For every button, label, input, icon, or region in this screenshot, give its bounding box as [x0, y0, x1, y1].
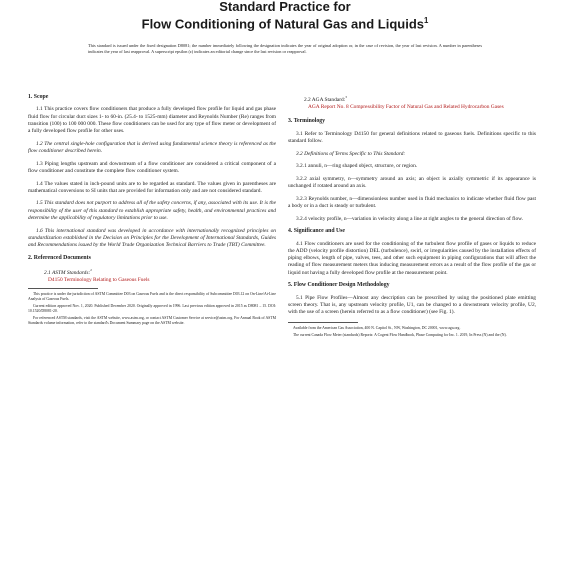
para-3-2-4: 3.2.4 velocity profile, n—variation in velocity along a line at right angles to the general direction of flow. — [296, 215, 524, 222]
para-3-2-3: 3.2.3 Reynolds number, n—dimensionless number used in fluid mechanics to indicate whether fluid flow past a body or in a duct is steady or turbulent. — [288, 195, 536, 210]
title-footnote-marker: 1 — [424, 16, 429, 25]
section-1-heading: 1. Scope — [28, 94, 49, 100]
section-3-heading: 3. Terminology — [288, 118, 326, 125]
para-1-4: 1.4 The values stated in inch-pound units are to be regarded as standard. The values given in parentheses are mathematical conversions to SI units that are provided for information only and are not considered standard. — [28, 180, 276, 194]
para-1-3: 1.3 Piping lengths upstream and downstream of a flow conditioner are considered a critical component of a flow conditioner and constitute the complete flow conditioner system. — [28, 160, 276, 174]
right-column — [288, 94, 536, 339]
footnote-3: For referenced ASTM standards, visit the ASTM website, www.astm.org, or contact ASTM Customer Service at service@astm.org. For Annual Book of ASTM Standards volume information, refer to the standard's Document Summary page on the ASTM website. — [28, 316, 276, 326]
footnote-1: This practice is under the jurisdiction of ASTM Committee D03 on Gaseous Fuels and is the direct responsibility of Subcommittee D03.12 on On-Line/At-Line Analysis of Gaseous Fuels. — [28, 292, 276, 302]
ref-d4150-link[interactable]: D4150 Terminology Relating to Gaseous Fuels — [48, 277, 150, 284]
section-5-heading: 5. Flow Conditioner Design Methodology — [288, 282, 390, 289]
title-line-2 — [0, 14, 570, 31]
designation-notice: This standard is issued under the fixed designation D8081; the number immediately following the designation indicates the year of original adoption or, in the case of revision, the year of last revision. A number in parentheses indicates the year of last reapproval. A superscript epsilon (ε) indicates an editorial change since the last revision or reapproval. — [88, 43, 482, 54]
para-3-2-1: 3.2.1 annuli, n—ring shaped object, structure, or region. — [296, 163, 418, 170]
footnote-divider — [28, 288, 98, 289]
para-2-2: 2.2 AGA Standard:$^3$ — [304, 95, 347, 103]
para-1-2: 1.2 The central single-hole configuration that is derived using fundamental science theory is referenced as the flow conditioner described herein. — [28, 140, 276, 154]
footnote-5: The current Canada Flow Meter (standards) Reports: A Cogent Flow Handbook, Phase Computing for Inc. 1. 2019, In Press (N) and the (N). — [293, 332, 507, 337]
footnote-divider-right — [288, 322, 358, 323]
para-3-2-2: 3.2.2 axial symmetry, n—symmetry around an axis; an object is axially symmetric if its appearance is unchanged if rotated around an axis. — [288, 175, 536, 190]
title-line-1: Standard Practice for — [219, 0, 351, 14]
para-3-2: 3.2 Definitions of Terms Specific to This Standard: — [296, 150, 406, 157]
footnote-2: Current edition approved Nov. 1, 2020. Published December 2020. Originally approved in 1996. Last previous edition approved in 2015 as D8081 – 15. DOI: 10.1520/D8081-20. — [28, 304, 276, 314]
para-3-1: 3.1 Refer to Terminology D4150 for general definitions related to gaseous fuels. Definitions specific to this standard follow. — [288, 130, 536, 144]
left-column — [28, 94, 276, 328]
para-1-1: 1.1 This practice covers flow conditioners that produce a fully developed flow profile for liquid and gas phase fluid flow for circular duct sizes 1- to 60-in. (25.4- to 1525-mm) diameter and Reynolds Number (Re) ranges from transition (100) to 100 000 000. These flow conditioners can be used for any type of flow meter or development of a fully developed flow profile for other uses. — [28, 106, 276, 135]
para-2-1: 2.1 ASTM Standards:$^2$ — [44, 268, 92, 276]
ref-aga-link[interactable]: AGA Report No. 8 Compressibility Factor of Natural Gas and Related Hydrocarbon Gases — [308, 104, 504, 110]
section-4-heading: 4. Significance and Use — [288, 228, 346, 235]
para-1-6: 1.6 This international standard was developed in accordance with internationally recognized principles on standardization established in the Decision on Principles for the Development of International Standards, Guides and Recommendations issued by the World Trade Organization Technical Barriers to Trade (TBT) Committee. — [28, 227, 276, 248]
section-2-heading: 2. Referenced Documents — [28, 254, 91, 261]
para-4-1: 4.1 Flow conditioners are used for the conditioning of the turbulent flow profile of gases or liquids to reduce the ADD (velocity profile distortion) DEL (turbulence), swirl, or irregularities caused by the installation effects of piping elbows, length of pipe, valves, tees, and other such equipment in piping configurations that will affect the reading of flow measurement meters thus inducing measurement errors as a result of the flow profile of the gas or liquid not having a fully developed flow profile at the measurement point. — [288, 240, 536, 276]
title-text: Flow Conditioning of Natural Gas and Liquids — [141, 16, 425, 32]
footnote-4: Available from the American Gas Association, 400 N. Capitol St., NW, Washington, DC 20001, www.aga.org. — [293, 325, 461, 330]
para-5-1: 5.1 Pipe Flow Profiles—Almost any description can be prescribed by using the positioned plate emitting screen theory. That is, any upstream velocity profile, U1, can be changed to a downstream velocity profile, U2, with the use of a screen (herein referred to as a flow conditioner) (see Fig. 1). — [288, 294, 536, 316]
para-1-5: 1.5 This standard does not purport to address all of the safety concerns, if any, associated with its use. It is the responsibility of the user of this standard to establish appropriate safety, health, and environmental practices and determine the applicability of regulatory limitations prior to use. — [28, 200, 276, 221]
